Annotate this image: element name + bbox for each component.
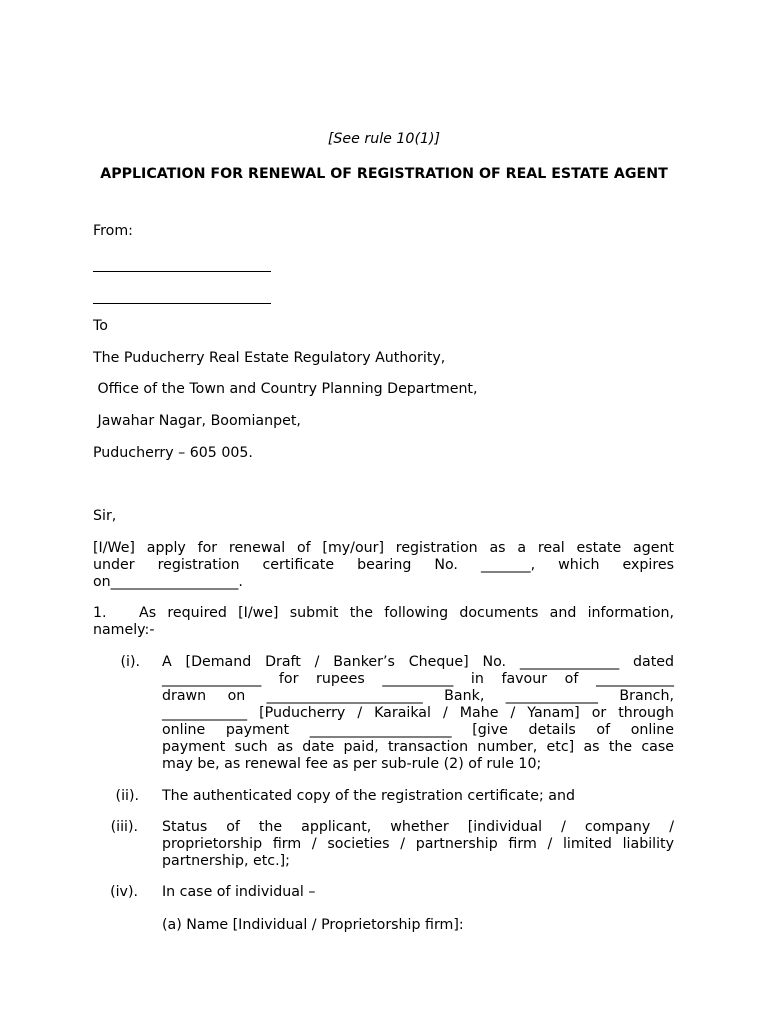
item-line: drawn on ______________________ Bank, _____________ Branch, — [162, 688, 674, 704]
item-line: In case of individual – — [162, 884, 316, 900]
from-blank-line-2 — [93, 303, 271, 304]
sub-item-a: (a) Name [Individual / Proprietorship firm]: — [162, 917, 464, 933]
item-number: (iv). — [110, 884, 138, 900]
section-1-line: namely:- — [93, 622, 155, 638]
section-1 — [93, 605, 674, 639]
from-blank-line-1 — [93, 271, 271, 272]
item-number: (ii). — [115, 788, 139, 804]
item-line: A [Demand Draft / Banker’s Cheque] No. ______________ dated — [162, 654, 674, 670]
item-line: ____________ [Puducherry / Karaikal / Mahe / Yanam] or through — [162, 705, 674, 721]
to-address-line: Puducherry – 605 005. — [93, 445, 253, 461]
item-line: partnership, etc.]; — [162, 853, 290, 869]
intro-line: on__________________. — [93, 574, 243, 590]
intro-line: under registration certificate bearing No. _______, which expires — [93, 557, 674, 573]
section-1-text: As required [I/we] submit the following documents and information, — [139, 605, 674, 621]
to-address-line: Jawahar Nagar, Boomianpet, — [93, 413, 301, 429]
item-iv-body — [162, 884, 674, 901]
item-iii-body — [162, 819, 674, 870]
salutation: Sir, — [93, 508, 117, 524]
document-title: APPLICATION FOR RENEWAL OF REGISTRATION OF REAL ESTATE AGENT — [100, 166, 668, 182]
intro-paragraph — [93, 540, 674, 591]
item-line: Status of the applicant, whether [individual / company / — [162, 819, 674, 835]
item-line: ______________ for rupees __________ in favour of ___________ — [162, 671, 674, 687]
to-label: To — [93, 318, 108, 334]
rule-reference: [See rule 10(1)] — [327, 131, 441, 147]
from-label: From: — [93, 223, 133, 239]
item-line: may be, as renewal fee as per sub-rule (2) of rule 10; — [162, 756, 542, 772]
section-1-number: 1. — [93, 605, 107, 621]
item-number: (i). — [120, 654, 140, 670]
item-line: online payment ____________________ [give details of online — [162, 722, 674, 738]
to-address-line: The Puducherry Real Estate Regulatory Authority, — [93, 350, 446, 366]
intro-line: [I/We] apply for renewal of [my/our] registration as a real estate agent — [93, 540, 674, 556]
item-line: payment such as date paid, transaction number, etc] as the case — [162, 739, 674, 755]
section-1-line — [93, 605, 674, 622]
item-line: The authenticated copy of the registration certificate; and — [162, 788, 575, 804]
to-address-line: Office of the Town and Country Planning Department, — [93, 381, 478, 397]
item-line: proprietorship firm / societies / partnership firm / limited liability — [162, 836, 674, 852]
item-number: (iii). — [110, 819, 138, 835]
item-ii-body — [162, 788, 674, 805]
item-i-body — [162, 654, 674, 773]
